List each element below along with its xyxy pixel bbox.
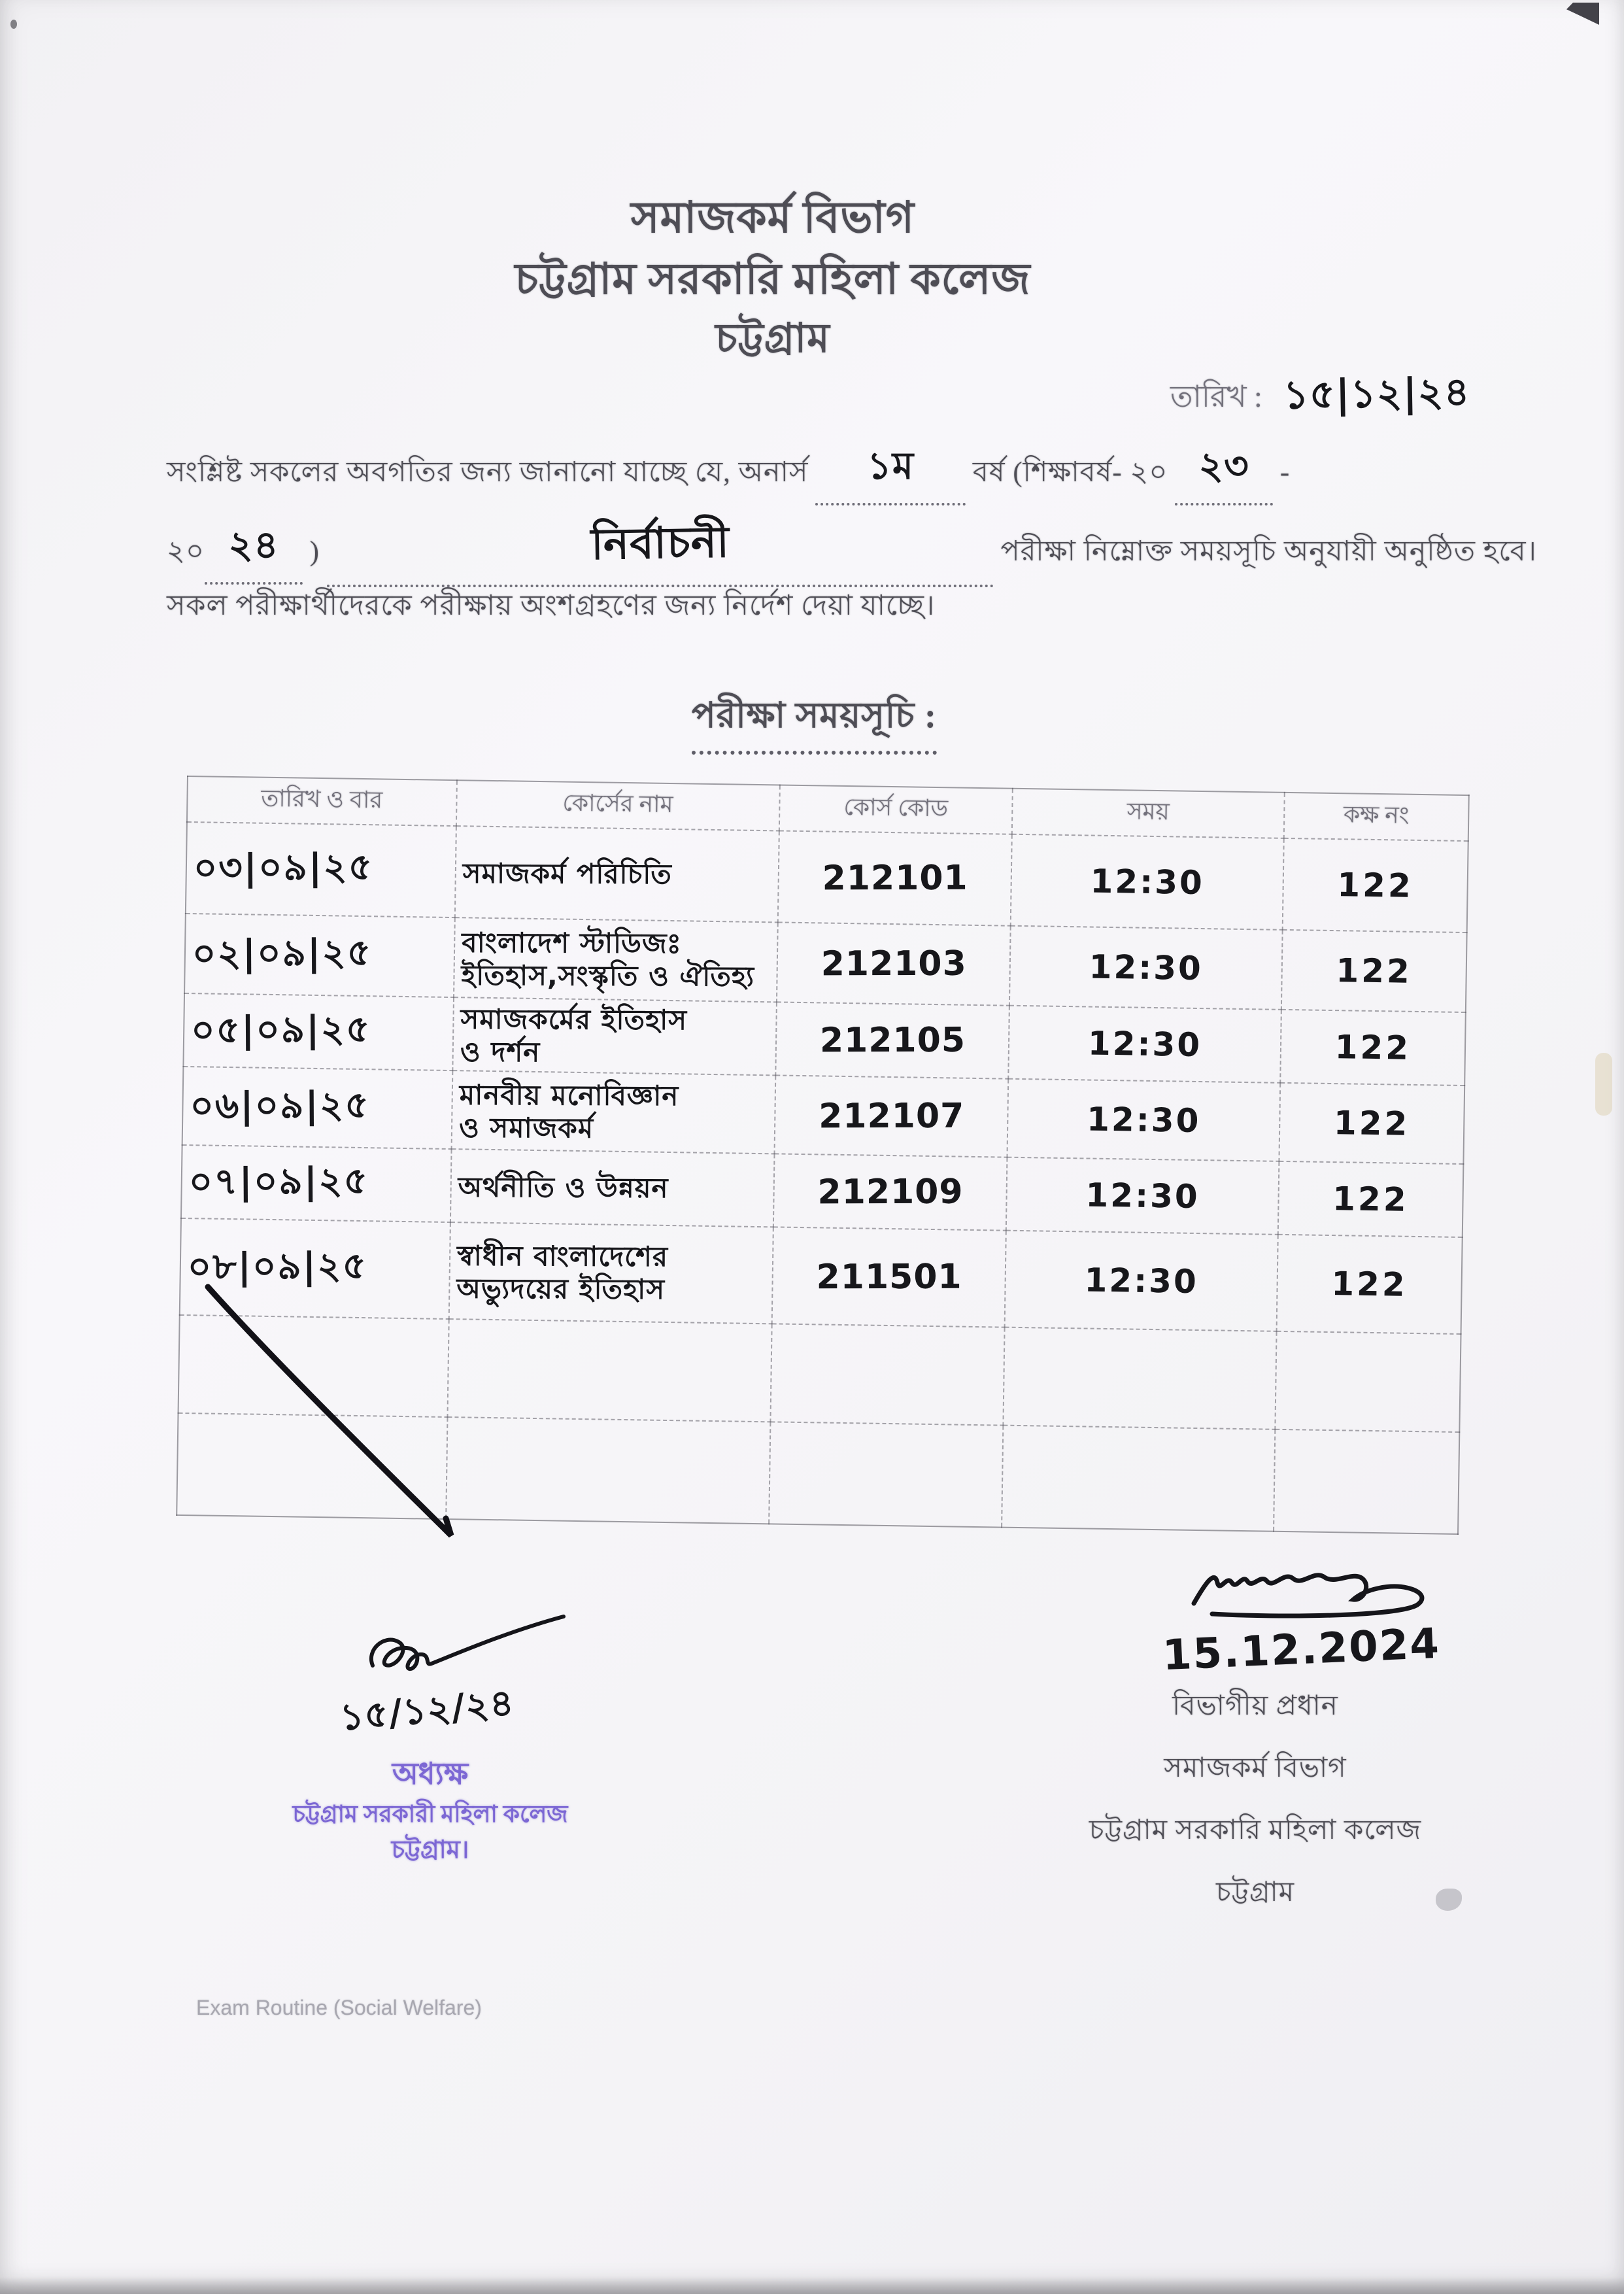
- stamp-line-city: চট্টগ্রাম।: [391, 1836, 469, 1864]
- hand-exam-type: নির্বাচনী: [590, 517, 730, 570]
- course-name-line2: ইতিহাস,সংস্কৃতি ও ঐতিহ্য: [461, 959, 754, 993]
- course-name: সমাজকর্মের ইতিহাস: [460, 1003, 687, 1036]
- exam-date: ০৭|০৯|২৫: [188, 1159, 369, 1204]
- designation-line: বিভাগীয় প্রধান: [1172, 1691, 1338, 1721]
- scan-artifact-speck: [10, 20, 17, 29]
- stamp-line-designation: অধ্যক্ষ: [392, 1757, 469, 1790]
- room-number: 122: [1330, 1265, 1408, 1304]
- course-code: 211501: [815, 1257, 962, 1297]
- notice-line2-text-c: পরীক্ষা নিম্নোক্ত সময়সূচি অনুযায়ী অনুষ্ঠিত হবে।: [1000, 536, 1537, 567]
- col-header-time: সময়: [1012, 789, 1285, 838]
- scan-artifact-smudge: [1595, 1053, 1612, 1116]
- scan-artifact-corner: [1566, 3, 1599, 25]
- issue-date-line: [1170, 364, 1470, 429]
- course-name-line2: ও দর্শন: [460, 1035, 541, 1069]
- stamp-line-college: চট্টগ্রাম সরকারী মহিলা কলেজ: [292, 1801, 568, 1827]
- exam-date: ০৬|০৯|২৫: [190, 1084, 370, 1128]
- exam-time: 12:30: [1084, 1261, 1199, 1301]
- schedule-heading: পরীক্ষা সময়সূচি :: [692, 688, 937, 755]
- principal-stamp: [267, 1751, 594, 1869]
- exam-time: 12:30: [1085, 1176, 1200, 1216]
- course-name: মানবীয় মনোবিজ্ঞান: [459, 1079, 679, 1112]
- course-code: 212109: [817, 1172, 964, 1212]
- city-line: চট্টগ্রাম: [1215, 1877, 1295, 1908]
- course-name-line2: ও সমাজকর্ম: [458, 1111, 594, 1144]
- pen-strike-mark: [183, 1275, 523, 1556]
- course-code: 212105: [819, 1020, 966, 1061]
- issue-date-label: তারিখ :: [1170, 380, 1262, 413]
- department-title: সমাজকর্ম বিভাগ: [631, 194, 915, 242]
- col-header-course: কোর্সের নাম: [456, 780, 779, 830]
- college-line: চট্টগ্রাম সরকারি মহিলা কলেজ: [1089, 1815, 1422, 1845]
- room-number: 122: [1333, 1104, 1410, 1143]
- course-name-line2: অভ্যুদয়ের ইতিহাস: [456, 1272, 665, 1306]
- course-name: স্বাধীন বাংলাদেশের: [456, 1240, 668, 1273]
- exam-time: 12:30: [1086, 1100, 1201, 1140]
- department-line: সমাজকর্ম বিভাগ: [1164, 1753, 1347, 1783]
- exam-time: 12:30: [1087, 1024, 1202, 1065]
- course-name: বাংলাদেশ স্টাডিজঃ: [461, 927, 682, 960]
- course-code: 212103: [820, 944, 967, 984]
- exam-date: ০৫|০৯|২৫: [190, 1008, 371, 1052]
- exam-date: ০৮|০৯|২৫: [187, 1244, 368, 1289]
- col-header-room: কক্ষ নং: [1283, 793, 1468, 841]
- room-number: 122: [1336, 951, 1413, 991]
- course-code: 212107: [818, 1096, 964, 1137]
- exam-time: 12:30: [1089, 948, 1204, 988]
- course-name: অর্থনীতি ও উন্নয়ন: [458, 1171, 669, 1205]
- exam-date: ০২|০৯|২৫: [192, 931, 373, 976]
- notice-line2-text-b: ): [309, 536, 320, 567]
- notice-line-1: [167, 439, 1290, 505]
- course-name: সমাজকর্ম পরিচিতি: [462, 857, 672, 891]
- col-header-date: তারিখ ও বার: [187, 776, 457, 826]
- issue-date-value: ১৫|১২|২৪: [1283, 369, 1470, 419]
- notice-line-2: [167, 513, 1537, 587]
- room-number: 122: [1334, 1028, 1412, 1067]
- dept-head-designation-block: [1046, 1675, 1464, 1924]
- notice-line1-text-b: বর্ষ (শিক্ষাবর্ষ- ২০: [972, 457, 1168, 488]
- room-number: 122: [1332, 1180, 1410, 1219]
- principal-signature: [353, 1610, 575, 1688]
- college-title: চট্টগ্রাম সরকারি মহিলা কলেজ: [515, 256, 1031, 303]
- hand-year: ১ম: [867, 443, 915, 488]
- footer-note: Exam Routine (Social Welfare): [196, 1996, 482, 2019]
- room-number: 122: [1336, 866, 1414, 905]
- notice-line1-text-c: -: [1279, 457, 1291, 488]
- exam-date: ০৩|০৯|২৫: [193, 846, 374, 890]
- year-fill-slot: [815, 439, 966, 505]
- exam-time: 12:30: [1090, 862, 1205, 902]
- exam-type-slot: [327, 513, 994, 587]
- hand-session-start: ২৩: [1198, 443, 1249, 488]
- col-header-code: কোর্স কোড: [779, 785, 1013, 834]
- hand-session-end: ২৪: [228, 522, 279, 567]
- scan-shadow-edge: [0, 2277, 1624, 2294]
- session-start-slot: [1175, 439, 1273, 505]
- session-end-slot: [205, 519, 303, 585]
- course-code: 212101: [822, 858, 968, 899]
- notice-line2-text-a: ২০: [167, 536, 205, 567]
- dept-head-sign-date: 15.12.2024: [1161, 1619, 1442, 1681]
- notice-line1-text-a: সংশ্লিষ্ট সকলের অবগতির জন্য জানানো যাচ্ছে যে, অনার্স: [167, 457, 809, 488]
- notice-line-3: সকল পরীক্ষার্থীদেরকে পরীক্ষায় অংশগ্রহণের জন্য নির্দেশ দেয়া যাচ্ছে।: [167, 591, 936, 621]
- dept-head-signature: [1174, 1551, 1488, 1636]
- city-title: চট্টগ্রাম: [715, 317, 830, 361]
- principal-sign-date: ১৫/১২/২৪: [338, 1681, 516, 1739]
